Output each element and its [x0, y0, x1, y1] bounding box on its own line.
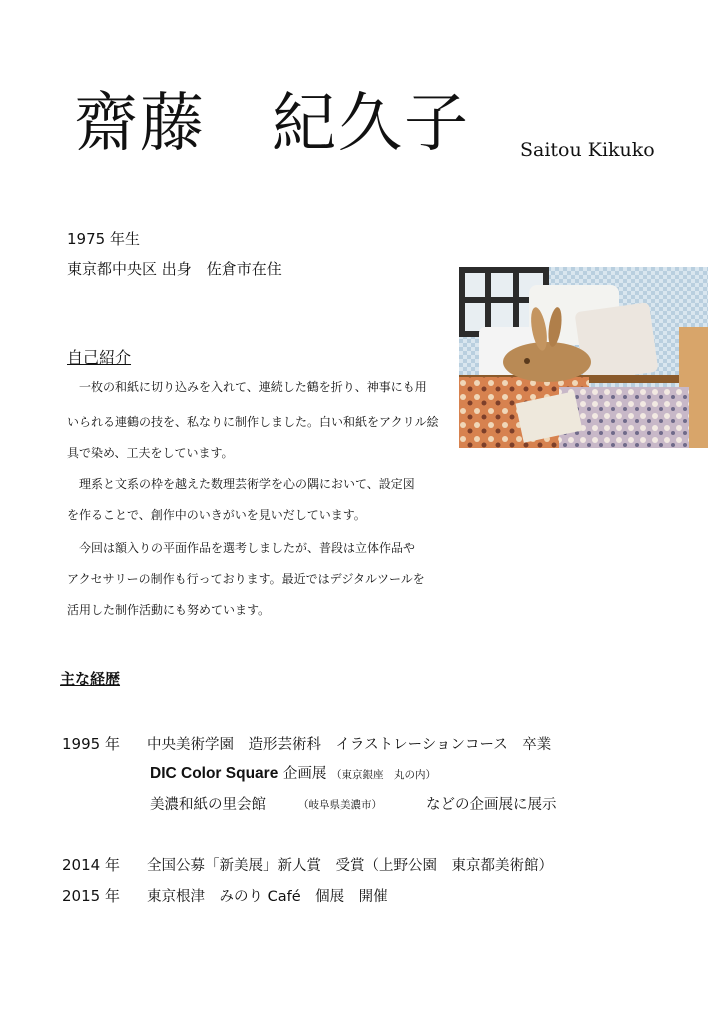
intro-heading: 自己紹介	[67, 348, 132, 367]
career-1995-school: 中央美術学園 造形芸術科 イラストレーションコース 卒業	[147, 737, 552, 753]
intro-line-1: 一枚の和紙に切り込みを入れて、連続した鶴を折り、神事にも用	[67, 380, 427, 394]
intro-line-2: いられる連鶴の技を、私なりに制作しました。白い和紙をアクリル絵	[67, 415, 439, 429]
career-year-2014: 2014 年	[62, 856, 120, 874]
career-1995-mino: 美濃和紙の里会館	[150, 797, 266, 813]
intro-line-6: 今回は額入りの平面作品を選考しましたが、普段は立体作品や	[67, 541, 416, 555]
intro-line-5: を作ることで、創作中のいきがいを見いだしています。	[67, 508, 366, 522]
intro-line-7: アクセサリーの制作も行っております。最近ではデジタルツールを	[67, 572, 425, 586]
career-year-2015: 2015 年	[62, 887, 120, 905]
dic-color-square-label: DIC Color Square	[150, 765, 279, 782]
intro-line-4: 理系と文系の枠を越えた数理芸術学を心の隅において、設定図	[67, 477, 415, 491]
career-2015-solo-exhibit: 東京根津 みのり Café 個展 開催	[147, 889, 388, 905]
mino-location-note: （岐阜県美濃市）	[298, 799, 382, 811]
career-2014-award: 全国公募「新美展」新人賞 受賞（上野公園 東京都美術館）	[147, 858, 553, 874]
origin-residence: 東京都中央区 出身 佐倉市在住	[67, 260, 282, 278]
artwork-photo	[459, 267, 708, 448]
career-heading: 主な経歴	[60, 670, 121, 688]
artwork-photo-illustration	[459, 267, 708, 448]
intro-line-8: 活用した制作活動にも努めています。	[67, 603, 271, 617]
intro-line-3: 具で染め、工夫をしています。	[67, 446, 234, 460]
name-japanese: 齋藤 紀久子	[74, 87, 470, 161]
name-romaji: Saitou Kikuko	[520, 139, 655, 161]
birth-year: 1975 年生	[67, 230, 140, 248]
career-year-1995: 1995 年	[62, 735, 120, 753]
dic-exhibit-suffix: 企画展	[278, 766, 327, 782]
dic-location-note: （東京銀座 丸の内）	[331, 769, 437, 781]
mino-suffix: などの企画展に展示	[426, 797, 557, 813]
career-1995-dic-exhibit	[150, 762, 436, 783]
